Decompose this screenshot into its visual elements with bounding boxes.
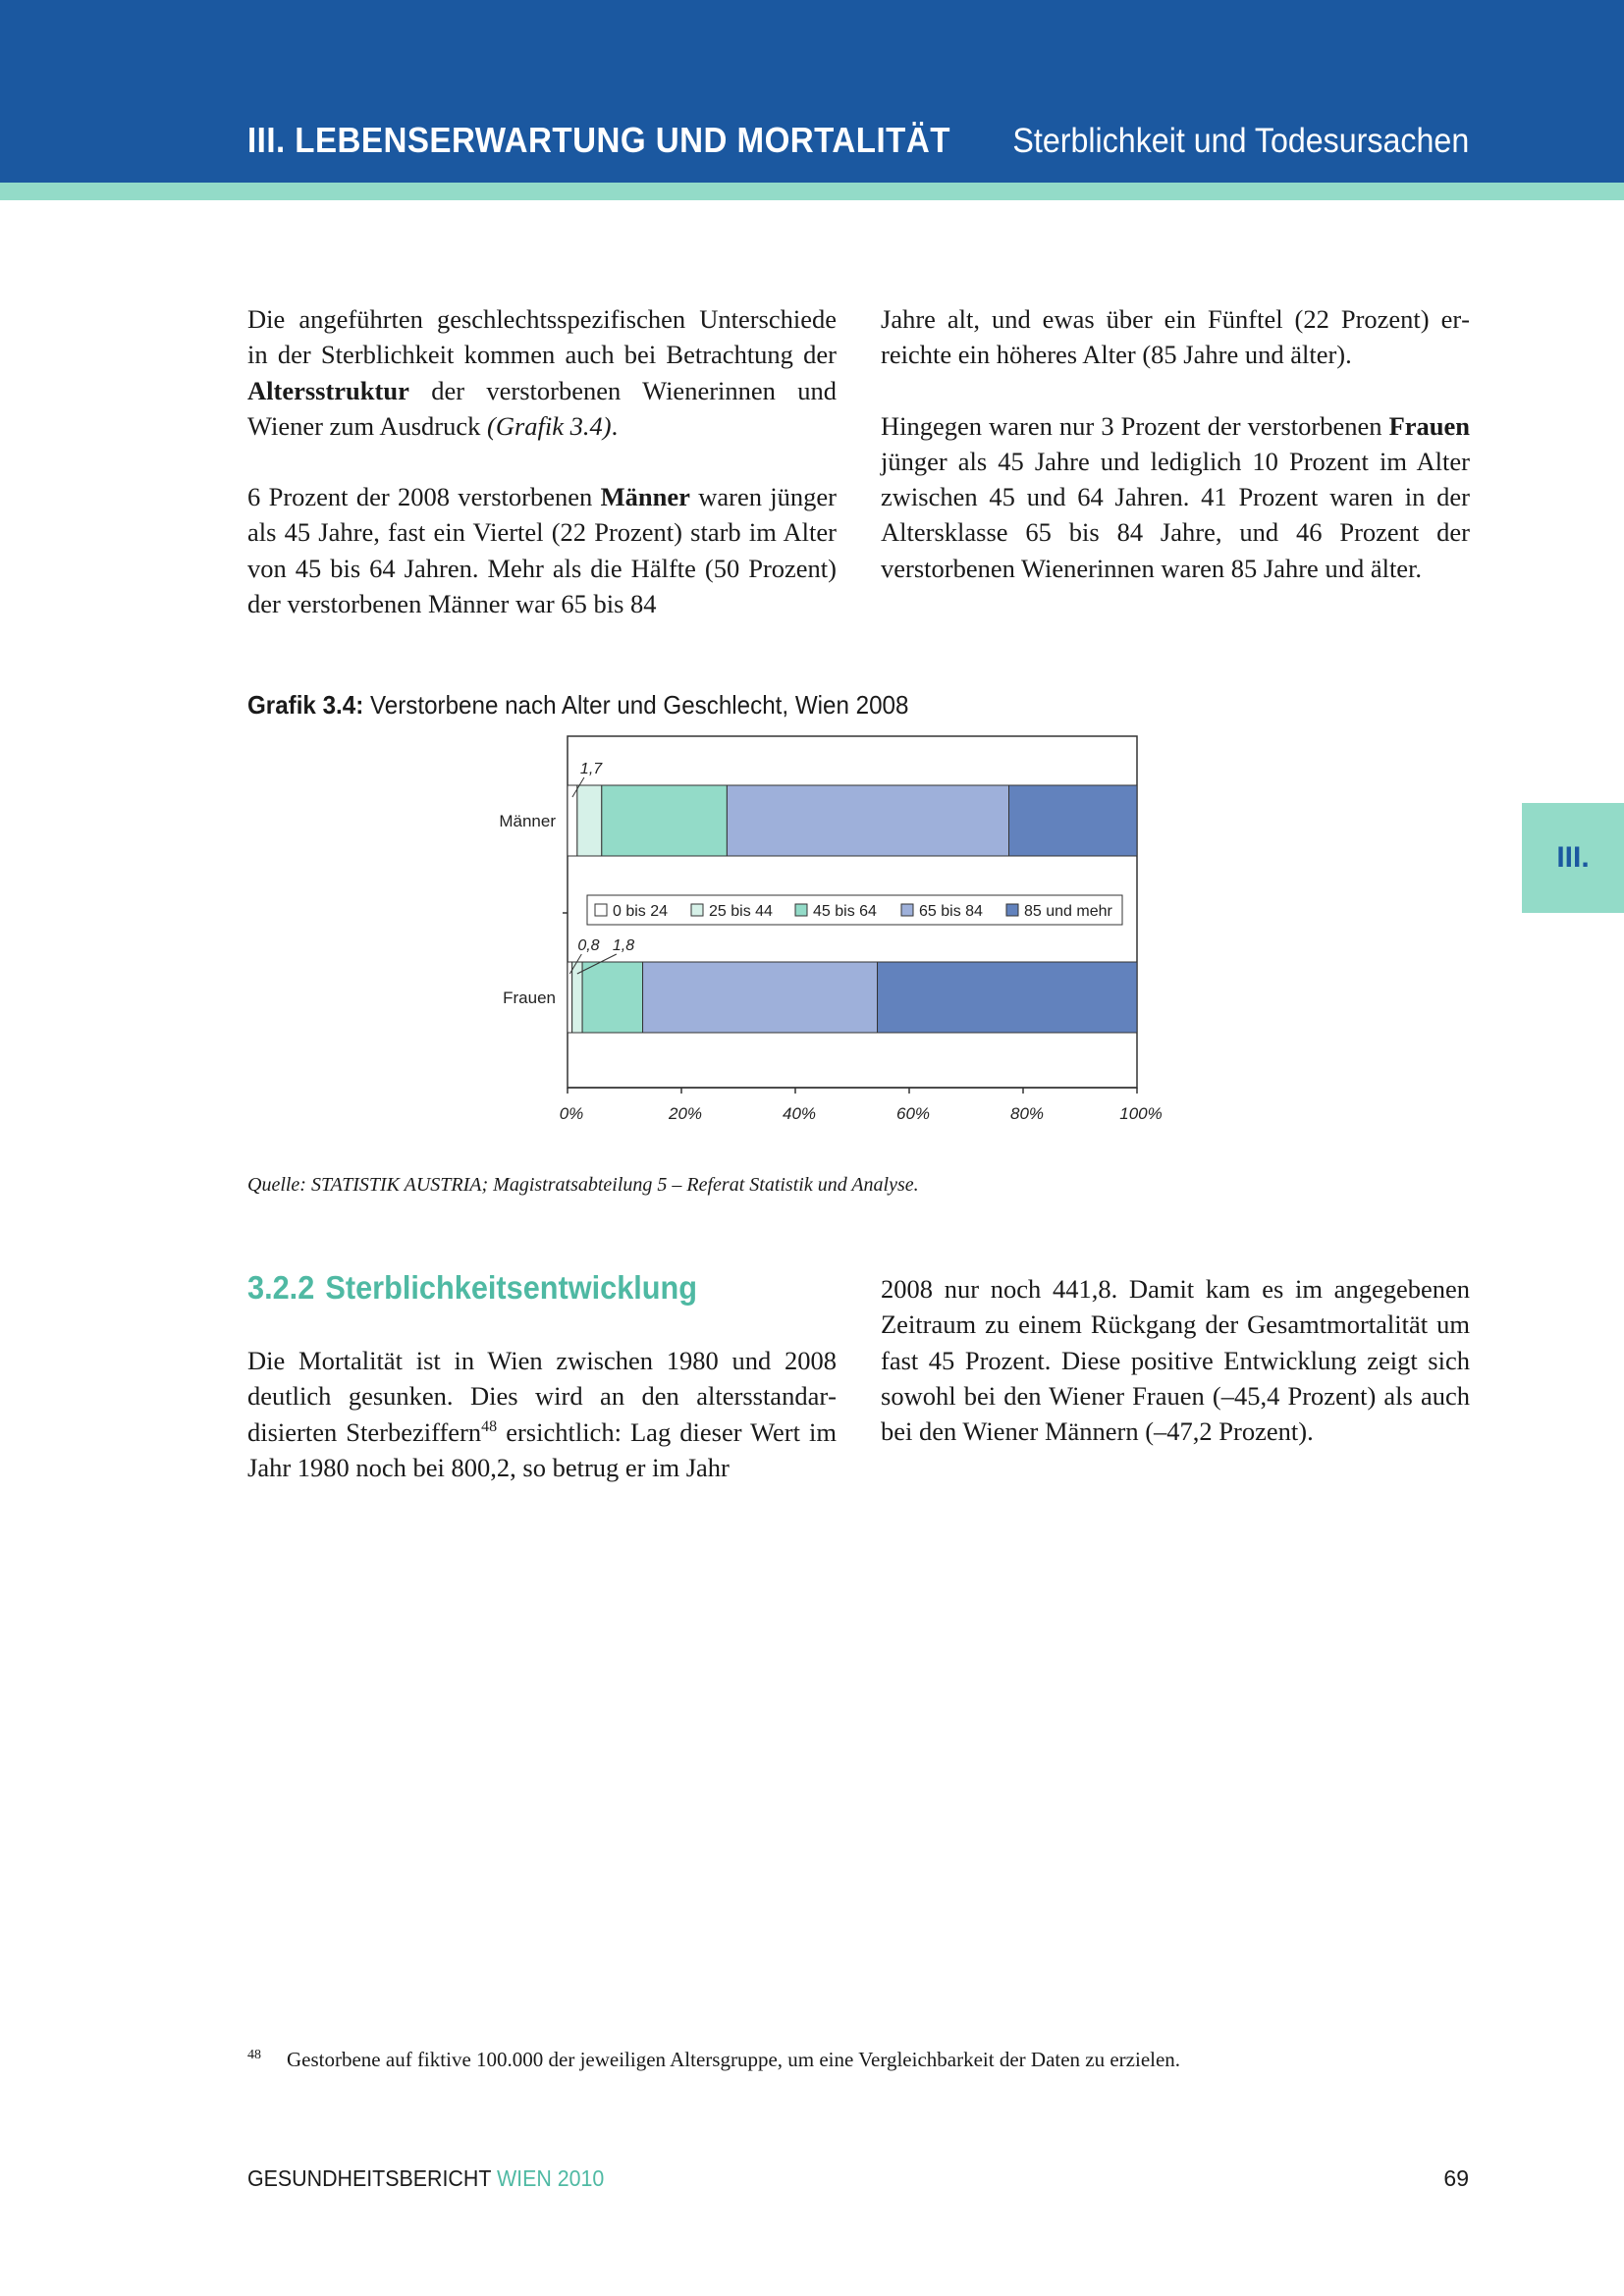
bar-segment — [568, 962, 572, 1033]
footnote-ref[interactable]: 48 — [481, 1417, 498, 1435]
text: waren jünger als 45 Jahre, fast ein Viertel (22 Prozent) starb im Alter von 45 bis 64 Jahren. Mehr als die Hälfte (50 Prozent) der verstorbenen Männer war 65 bis 84 — [247, 482, 837, 619]
legend-label: 65 bis 84 — [919, 903, 983, 920]
legend-swatch — [691, 904, 703, 916]
footnote-number: 48 — [247, 2048, 261, 2062]
bold-term: Männer — [600, 482, 690, 512]
intro-left-column — [247, 301, 837, 621]
bar-segment — [572, 962, 582, 1033]
legend-label: 85 und mehr — [1024, 903, 1112, 920]
footnote — [247, 2048, 1180, 2072]
category-label: Männer — [499, 812, 556, 830]
section-heading — [247, 1269, 697, 1307]
x-tick-label: 40% — [782, 1104, 817, 1123]
data-label: 1,7 — [579, 761, 603, 777]
chapter-tab: III. — [1522, 803, 1624, 913]
footer-text: GESUNDHEITSBERICHT — [247, 2165, 497, 2191]
x-tick-label: 80% — [1009, 1104, 1045, 1123]
x-tick-label: 60% — [895, 1104, 931, 1123]
data-label: 0,8 — [577, 937, 600, 954]
figure-title: Verstorbene nach Alter und Geschlecht, Wien 2008 — [369, 690, 909, 720]
figure-caption — [247, 690, 908, 721]
section-left-column — [247, 1343, 837, 1485]
stacked-bar-chart — [471, 726, 1198, 1139]
text: ersichtlich: Lag dieser Wert im Jahr 1980 noch bei 800,2, so betrug er im Jahr — [247, 1416, 837, 1482]
text: 6 Prozent der 2008 verstorbenen — [247, 482, 601, 512]
bar-segment — [878, 962, 1137, 1033]
legend-label: 45 bis 64 — [813, 903, 877, 920]
paragraph — [247, 301, 837, 444]
footnote-text: Gestorbene auf fiktive 100.000 der jeweiligen Altersgruppe, um eine Vergleichbarkeit der Daten zu erzielen. — [287, 2048, 1181, 2071]
legend-swatch — [1006, 904, 1018, 916]
page-number: 69 — [1443, 2165, 1469, 2191]
footer-publication — [247, 2165, 604, 2192]
bar-segment — [582, 962, 642, 1033]
section-right-column — [881, 1271, 1470, 1449]
section-title: Sterblichkeitsentwicklung — [325, 1269, 698, 1306]
legend-label: 0 bis 24 — [613, 903, 669, 920]
text: Hingegen waren nur 3 Prozent der verstorbenen — [881, 410, 1389, 441]
x-tick-label: 20% — [668, 1104, 703, 1123]
legend-swatch — [795, 904, 807, 916]
figure-source: Quelle: STATISTIK AUSTRIA; Magistratsabteilung 5 – Referat Statistik und Analyse. — [247, 1174, 919, 1196]
legend-label: 25 bis 44 — [709, 903, 773, 920]
figure-reference: (Grafik 3.4) — [487, 410, 612, 441]
figure-label: Grafik 3.4: — [247, 690, 364, 720]
intro-right-column — [881, 301, 1470, 586]
bar-segment — [568, 785, 577, 856]
bold-term: Frauen — [1388, 410, 1470, 441]
text: jünger als 45 Jahre und lediglich 10 Prozent im Alter zwischen 45 und 64 Jahren. 41 Prozent waren in der Altersklasse 65 bis 84 Jahre, und 46 Prozent der verstorbenen Wienerinnen waren 85 Jahre und älter. — [881, 446, 1470, 583]
paragraph — [247, 1343, 837, 1485]
bar-segment — [577, 785, 602, 856]
text: Die Mortalität ist in Wien zwischen 1980 und 2008 deutlich gesunken. Dies wird an den altersstandardisierten Sterbeziffern — [247, 1346, 837, 1447]
header-stripe — [0, 183, 1624, 200]
category-label: Frauen — [503, 988, 556, 1007]
paragraph — [881, 408, 1470, 586]
section-subtitle: Sterblichkeit und Todesursachen — [1012, 122, 1469, 160]
paragraph: 2008 nur noch 441,8. Damit kam es im angegebenen Zeitraum zu einem Rückgang der Gesamtmortalität um fast 45 Prozent. Diese positive Entwicklung zeigt sich sowohl bei den Wiener Frauen (–45,4 Prozent) als auch bei den Wiener Männern (–47,2 Prozent). — [881, 1274, 1470, 1447]
x-tick-label: 100% — [1119, 1104, 1163, 1123]
bar-segment — [1009, 785, 1138, 856]
legend-swatch — [595, 904, 607, 916]
legend-swatch — [901, 904, 913, 916]
text: . — [611, 410, 619, 441]
text: Die angeführten geschlechtsspezifischen Unterschiede in der Sterblichkeit kommen auch bei Betrachtung der — [247, 304, 837, 370]
section-number: 3.2.2 — [247, 1269, 315, 1306]
text: der verstorbenen Wienerinnen und Wiener zum Ausdruck — [247, 375, 837, 441]
paragraph: Jahre alt, und ewas über ein Fünftel (22 Prozent) erreichte ein höheres Alter (85 Jahre und älter). — [881, 304, 1470, 370]
bold-term: Altersstruktur — [247, 375, 409, 405]
bar-segment — [602, 785, 728, 856]
x-tick-label: 0% — [559, 1104, 584, 1123]
footer-accent-text: WIEN 2010 — [496, 2165, 605, 2191]
paragraph — [247, 479, 837, 621]
chapter-title: III. LEBENSERWARTUNG UND MORTALITÄT — [247, 120, 950, 160]
chart-svg — [471, 726, 1198, 1139]
bar-segment — [643, 962, 878, 1033]
data-label: 1,8 — [612, 937, 635, 954]
bar-segment — [727, 785, 1008, 856]
